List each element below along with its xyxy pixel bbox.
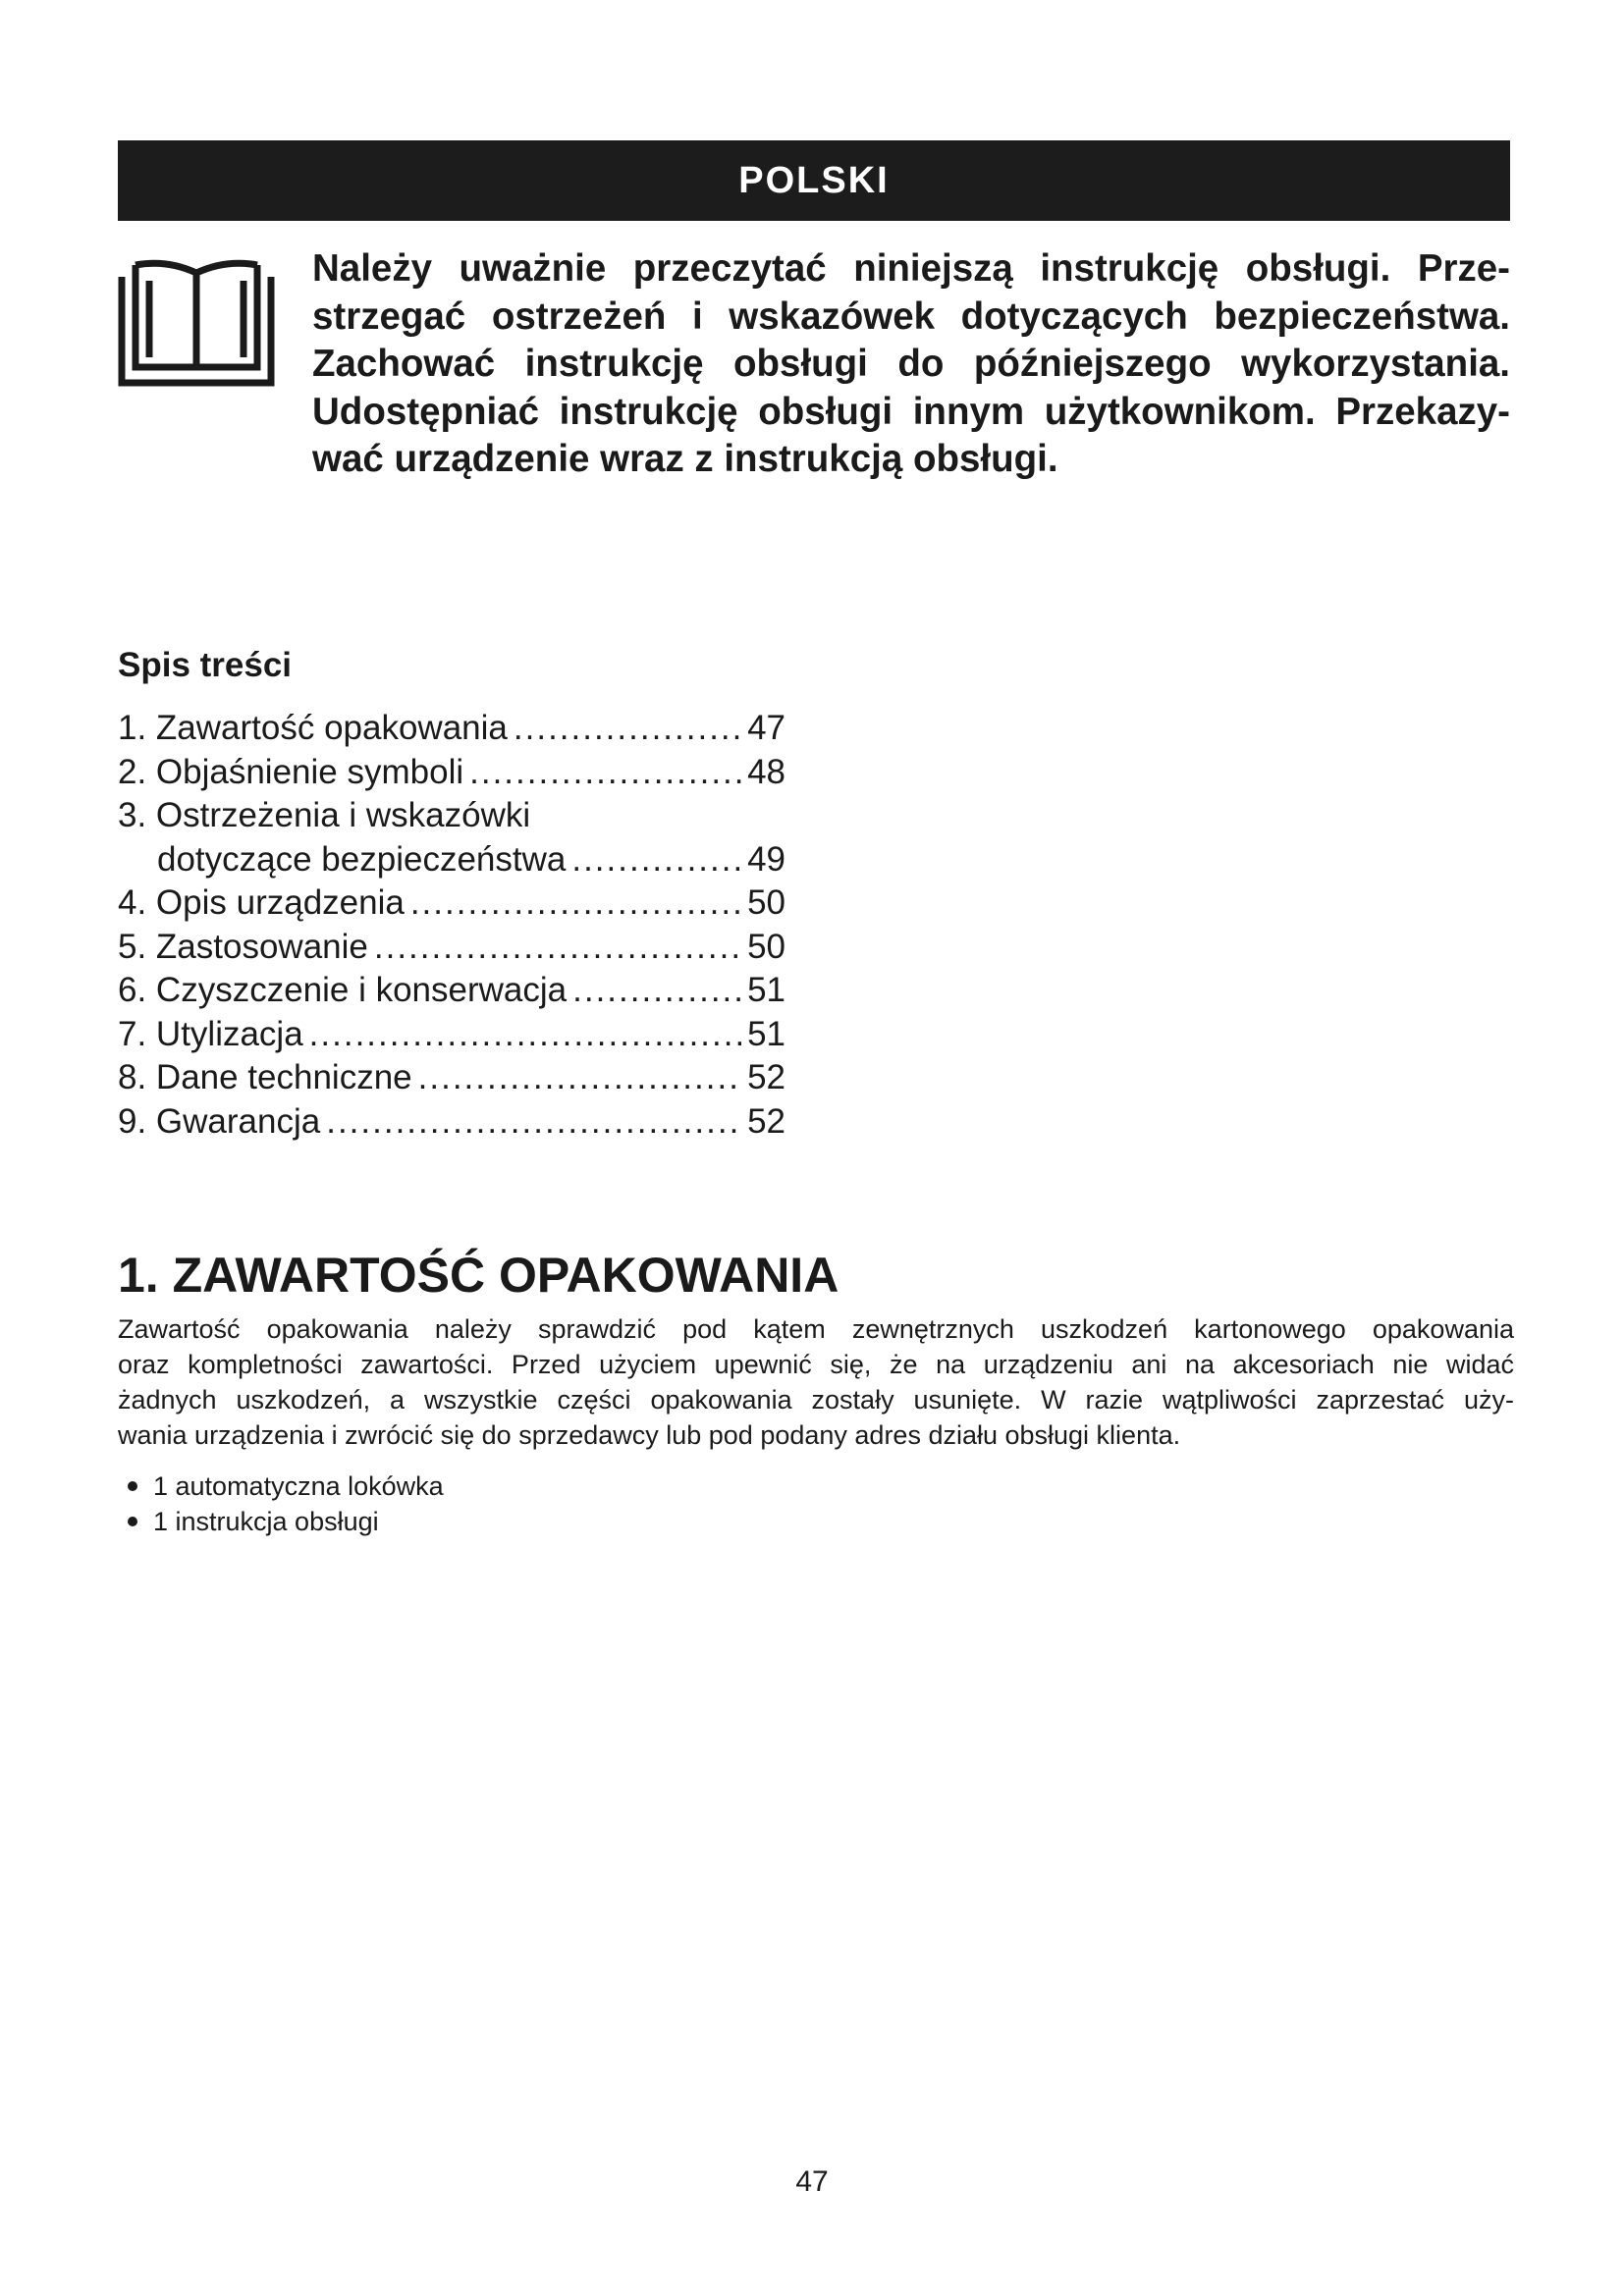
toc-leader (374, 926, 741, 970)
toc-item-continuation (118, 838, 785, 882)
toc-item (118, 1013, 785, 1057)
toc-item-page: 51 (747, 971, 785, 1009)
toc-item-page: 50 (747, 927, 785, 966)
toc-item-page: 51 (747, 1014, 785, 1053)
toc-item-label: 1. Zawartość opakowania (118, 709, 508, 747)
open-book-icon (118, 257, 275, 387)
body-line: oraz kompletności zawartości. Przed użyciem upewnić się, że na urządzeniu ani na akcesoriach nie widać (118, 1350, 1514, 1379)
toc-title: Spis treści (118, 646, 293, 684)
intro-line: Zachować instrukcję obsługi do późniejszego wykorzystania. (312, 343, 1510, 385)
toc-item-page: 52 (747, 1101, 785, 1141)
toc-item (118, 1056, 785, 1100)
toc-item (118, 969, 785, 1013)
body-line: Zawartość opakowania należy sprawdzić pod kątem zewnętrznych uszkodzeń kartonowego opakowania (118, 1314, 1514, 1344)
toc-item-label: 5. Zastosowanie (118, 927, 368, 966)
toc-item (118, 794, 785, 838)
toc-item-label: 8. Dane techniczne (118, 1058, 412, 1096)
toc-item (118, 1100, 785, 1145)
toc-item-label: 3. Ostrzeżenia i wskazówki (118, 796, 531, 834)
toc-leader (309, 1013, 741, 1057)
toc-leader (514, 707, 741, 751)
toc-item-label: 6. Czyszczenie i konserwacja (118, 971, 568, 1009)
toc-item-label: 4. Opis urządzenia (118, 883, 405, 922)
table-of-contents (118, 707, 785, 1144)
toc-leader (326, 1100, 741, 1145)
toc-item (118, 751, 785, 795)
toc-item-label: 9. Gwarancja (118, 1101, 321, 1141)
section-heading: 1. ZAWARTOŚĆ OPAKOWANIA (118, 1248, 839, 1303)
list-item-text: 1 automatyczna lokówka (153, 1471, 444, 1501)
list-item (128, 1468, 444, 1504)
toc-leader (469, 751, 741, 795)
list-item (128, 1504, 444, 1539)
body-line: żadnych uszkodzeń, a wszystkie części opakowania zostały usunięte. W razie wątpliwości zaprzestać uży- (118, 1385, 1514, 1415)
bullet-icon (128, 1481, 137, 1491)
toc-item-label-cont: dotyczące bezpieczeństwa (157, 839, 567, 879)
intro-line: wać urządzenie wraz z instrukcją obsługi. (312, 438, 1058, 480)
toc-item-label: 2. Objaśnienie symboli (118, 752, 464, 791)
intro-line: Udostępniać instrukcję obsługi innym użytkownikom. Przekazy- (312, 390, 1510, 433)
toc-item (118, 881, 785, 926)
section-body (118, 1311, 1514, 1453)
body-line: wania urządzenia i zwrócić się do sprzedawcy lub pod podany adres działu obsługi klienta. (118, 1420, 1181, 1450)
toc-leader (572, 969, 741, 1013)
toc-leader (418, 1056, 741, 1100)
toc-item (118, 926, 785, 970)
intro-warning (312, 245, 1510, 484)
toc-item-page: 49 (747, 839, 785, 879)
toc-item-page: 48 (747, 752, 785, 791)
language-header (118, 140, 1510, 221)
contents-list (128, 1468, 444, 1539)
toc-item-page: 52 (747, 1058, 785, 1096)
toc-item (118, 707, 785, 751)
list-item-text: 1 instrukcja obsługi (153, 1507, 379, 1536)
language-title: POLSKI (738, 159, 890, 201)
toc-item-label: 7. Utylizacja (118, 1014, 303, 1053)
intro-line: Należy uważnie przeczytać niniejszą instrukcję obsługi. Prze- (312, 247, 1510, 290)
toc-leader (410, 881, 741, 926)
bullet-icon (128, 1517, 137, 1526)
toc-leader (571, 838, 741, 882)
toc-item-page: 50 (747, 883, 785, 922)
toc-item-page: 47 (747, 709, 785, 747)
intro-line: strzegać ostrzeżeń i wskazówek dotyczących bezpieczeństwa. (312, 294, 1510, 338)
page-number: 47 (795, 2165, 829, 2198)
